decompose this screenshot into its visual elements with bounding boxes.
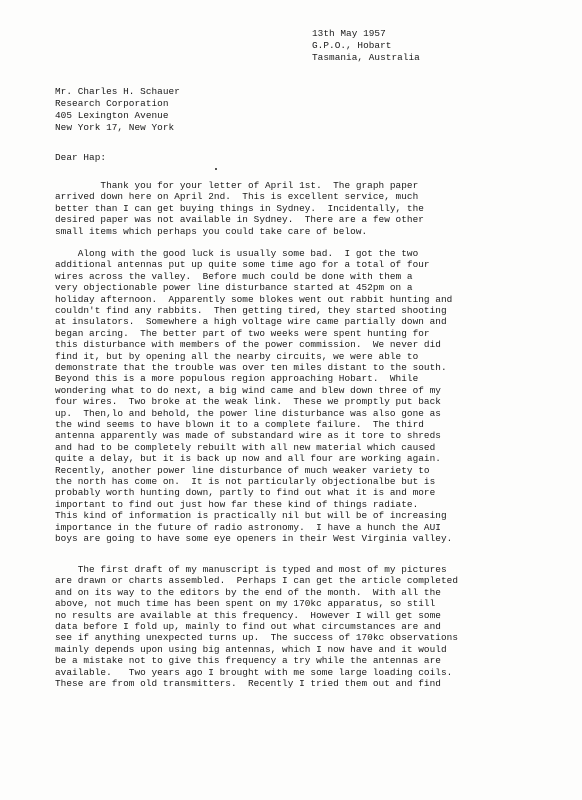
paragraph-line: available. Two years ago I brought with me some large loading coils. <box>55 666 453 678</box>
paragraph-line: this disturbance with members of the power commission. We never did <box>55 339 441 351</box>
paragraph-line: desired paper was not available in Sydney. There are a few other <box>55 214 424 226</box>
paragraph-line: Thank you for your letter of April 1st. The graph paper <box>55 180 419 191</box>
letter-date: 13th May 1957 <box>312 28 386 39</box>
paragraph-line: quite a delay, but it is back up now and all four are working again. <box>55 453 441 465</box>
paragraph-line: the north has come on. It is not particularly objectionalbe but is <box>55 476 436 487</box>
paragraph-line: began arcing. The better part of two weeks were spent hunting for <box>55 327 430 339</box>
recipient-organization: Research Corporation <box>55 98 169 109</box>
paragraph-line: small items which perhaps you could take care of below. <box>55 225 368 237</box>
paragraph-line: and on its way to the editors by the end of the month. With all the <box>55 586 441 598</box>
paragraph-line: four wires. Two broke at the weak link. These we promptly put back <box>55 396 441 408</box>
paragraph-line: are drawn or charts assembled. Perhaps I can get the article completed <box>55 575 458 587</box>
paragraph-line: and had to be completely rebuilt with all new material which caused <box>55 441 436 453</box>
paragraph-line: wondering what to do next, a big wind came and blew down three of my <box>55 384 441 396</box>
paragraph-line: These are from old transmitters. Recently I tried them out and find <box>55 678 441 689</box>
paragraph-line: Along with the good luck is usually some bad. I got the two <box>55 248 419 259</box>
letter-location-line-2: Tasmania, Australia <box>312 52 420 63</box>
paragraph-line: the wind seems to have blown it to a complete failure. The third <box>55 419 424 430</box>
paragraph-line: no results are available at this frequency. However I will get some <box>55 609 441 621</box>
paragraph-line: holiday afternoon. Apparently some blokes went out rabbit hunting and <box>55 293 453 305</box>
paragraph-line: importance in the future of radio astronomy. I have a hunch the AUI <box>55 521 441 533</box>
paragraph-line: antenna apparently was made of substandard wire as it tore to shreds <box>55 430 441 442</box>
paragraph-line: additional antennas put up quite some time ago for a total of four <box>55 259 430 271</box>
letter-location-line-1: G.P.O., Hobart <box>312 40 392 51</box>
paragraph-line: Recently, another power line disturbance of much weaker variety to <box>55 464 430 476</box>
paragraph-line: data before I fold up, mainly to find out what circumstances are and <box>55 621 441 632</box>
paragraph-line: This kind of information is practically nil but will be of increasing <box>55 510 447 522</box>
paragraph-line: couldn't find any rabbits. Then getting tired, they started shooting <box>55 305 447 316</box>
paragraph-line: demonstrate that the trouble was over ten miles distant to the south. <box>55 362 447 373</box>
paragraph-line: arrived down here on April 2nd. This is excellent service, much <box>55 191 419 203</box>
recipient-street: 405 Lexington Avenue <box>55 110 169 121</box>
recipient-name: Mr. Charles H. Schauer <box>55 86 180 97</box>
paragraph-line: probably worth hunting down, partly to find out what it is and more <box>55 487 436 499</box>
recipient-city: New York 17, New York <box>55 122 175 133</box>
paragraph-line: be a mistake not to give this frequency a try while the antennas are <box>55 655 441 667</box>
paragraph-line: above, not much time has been spent on my 170kc apparatus, so still <box>55 598 436 610</box>
paragraph-line: find it, but by opening all the nearby circuits, we were able to <box>55 350 419 362</box>
paragraph-line: up. Then,lo and behold, the power line disturbance was also gone as <box>55 407 441 419</box>
paragraph-line: very objectionable power line disturbance started at 452pm on a <box>55 282 413 294</box>
paragraph-line: better than I can get buying things in Sydney. Incidentally, the <box>55 202 424 214</box>
paragraph-line: important to find out just how far these kind of things radiate. <box>55 498 419 510</box>
salutation: Dear Hap: <box>55 152 107 163</box>
paragraph-line: mainly depends upon using big antennas, which I now have and it would <box>55 643 447 655</box>
paragraph-line: wires across the valley. Before much could be done with them a <box>55 270 413 282</box>
paragraph-line: The first draft of my manuscript is typed and most of my pictures <box>55 564 447 575</box>
paragraph-line: see if anything unexpected turns up. The success of 170kc observations <box>55 632 458 644</box>
stray-ink-mark <box>215 168 217 170</box>
paragraph-line: Beyond this is a more populous region approaching Hobart. While <box>55 373 419 385</box>
paragraph-line: at insulators. Somewhere a high voltage wire came partially down and <box>55 316 447 328</box>
paragraph-line: boys are going to have some eye openers in their West Virginia valley. <box>55 533 453 544</box>
